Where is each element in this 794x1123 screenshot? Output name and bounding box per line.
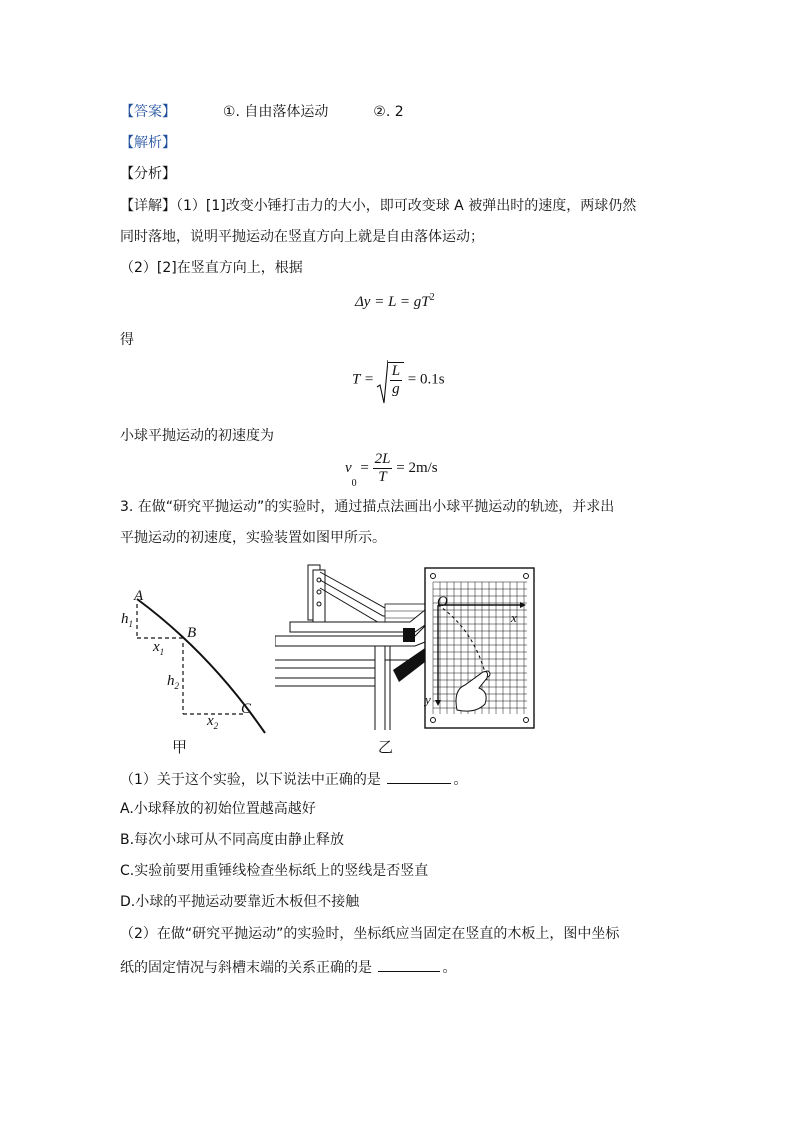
question-stem-1: 3. 在做“研究平抛运动”的实验时，通过描点法画出小球平抛运动的轨迹，并求出: [120, 499, 615, 515]
x1-label: $x_1$: [153, 639, 165, 657]
point-b-label: B: [187, 625, 197, 641]
formula-period: [352, 362, 445, 398]
q2-answer-blank[interactable]: [378, 956, 440, 972]
point-c-label: C: [241, 701, 252, 717]
formula-initial-velocity: [345, 451, 438, 489]
fenxi-tag: 【分析】: [120, 166, 176, 182]
figure-jia-caption: 甲: [172, 738, 188, 756]
answer-item-2: ②. 2: [373, 104, 404, 120]
point-a-label: A: [134, 588, 144, 604]
formula-2-rhs: = 0.1s: [407, 371, 445, 388]
de-text: 得: [120, 332, 134, 348]
origin-o-label: O: [437, 594, 448, 610]
formula-3-sub: 0: [351, 477, 357, 489]
detail-tag: 【详解】: [120, 198, 176, 214]
x-axis-label: x: [511, 610, 517, 625]
option-a: A.小球释放的初始位置越高越好: [120, 801, 316, 817]
formula-1-sup: 2: [429, 292, 435, 303]
formula-3-v: v: [345, 460, 352, 476]
q1-text: （1）关于这个实验，以下说法中正确的是: [120, 772, 381, 788]
formula-3-den: T: [378, 469, 387, 485]
question-stem-2: 平抛运动的初速度，实验装置如图甲所示。: [120, 530, 386, 546]
formula-2-num: L: [391, 363, 401, 379]
figure-yi-apparatus: [275, 560, 537, 760]
q2-line-2: [120, 956, 456, 978]
figure-jia: [115, 585, 280, 760]
detail-line-3: （2）[2]在竖直方向上，根据: [120, 260, 303, 276]
h1-label: $h_1$: [121, 611, 133, 629]
x2-label: $x_2$: [207, 713, 219, 731]
formula-3-rhs: = 2m/s: [396, 460, 438, 476]
answer-line: [120, 102, 404, 122]
option-b: B.每次小球可从不同高度由静止释放: [120, 832, 345, 848]
formula-1-text: Δy = L = gT: [355, 294, 430, 310]
sqrt-sign-icon: [376, 359, 388, 405]
detail-line-1: [120, 196, 636, 216]
figure-yi: [275, 560, 537, 760]
q1-answer-blank[interactable]: [387, 768, 451, 784]
h2-label: $h_2$: [167, 673, 179, 691]
jiexi-tag: 【解析】: [120, 135, 176, 151]
formula-3-num: 2L: [374, 451, 391, 467]
answer-tag: 【答案】: [120, 104, 176, 120]
detail-line-2: 同时落地，说明平抛运动在竖直方向上就是自由落体运动；: [120, 229, 484, 245]
q2-end: 。: [442, 960, 457, 976]
answer-item-1: ①. 自由落体运动: [222, 104, 329, 120]
formula-2-lhs: T =: [352, 371, 374, 388]
q2-line-1: （2）在做“研究平抛运动”的实验时，坐标纸应当固定在竖直的木板上，图中坐标: [120, 926, 620, 942]
formula-2-den: g: [392, 381, 400, 397]
q1-line: [120, 768, 467, 790]
detail-text-1: （1）[1]改变小锤打击力的大小，即可改变球 A 被弹出时的速度，两球仍然: [176, 198, 637, 214]
option-d: D.小球的平抛运动要靠近木板但不接触: [120, 894, 360, 910]
figure-yi-caption: 乙: [378, 738, 394, 756]
sqrt: [378, 362, 404, 398]
option-c: C.实验前要用重锤线检查坐标纸上的竖线是否竖直: [120, 863, 429, 879]
v0-intro-text: 小球平抛运动的初速度为: [120, 428, 274, 444]
q1-end: 。: [453, 772, 468, 788]
figure-jia-diagram: [115, 585, 280, 760]
y-axis-label: y: [425, 692, 431, 707]
q2-text: 纸的固定情况与斜槽末端的关系正确的是: [120, 960, 372, 976]
formula-3-eq: =: [360, 460, 369, 476]
formula-delta-y: [355, 292, 435, 311]
